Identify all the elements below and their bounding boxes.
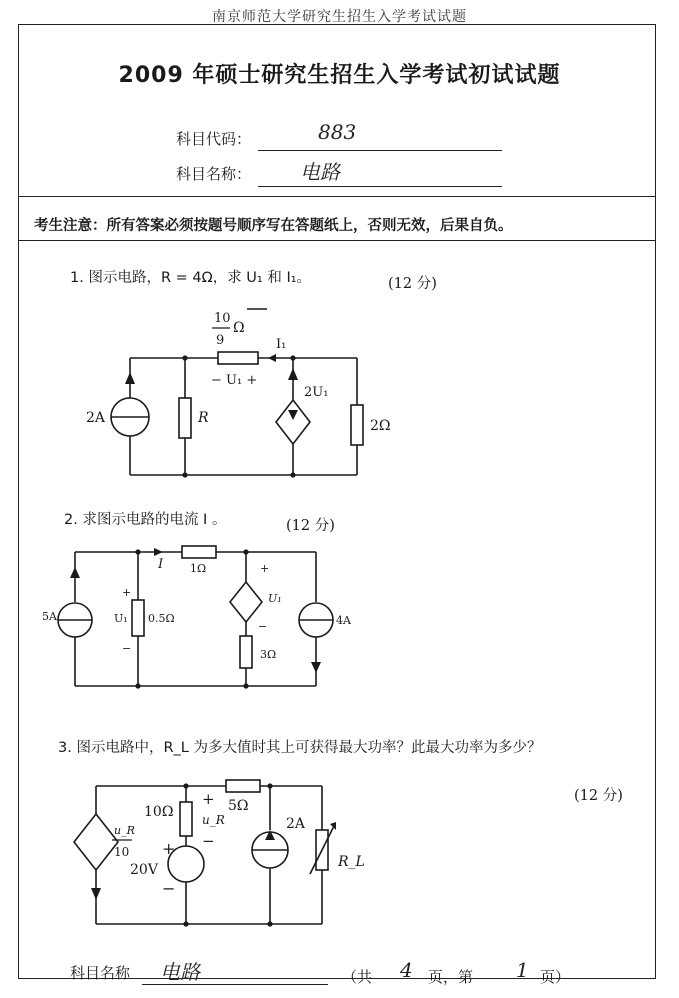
c3-dep-denominator: 10 (114, 845, 130, 859)
c3-voltage-ur: u_R (202, 813, 225, 827)
c1-current-i1: I₁ (276, 337, 287, 352)
c1-source-2a: 2A (86, 410, 106, 426)
subject-code-value: 883 (318, 120, 357, 144)
c2-plus: + (122, 586, 132, 599)
subject-code-underline (258, 150, 502, 151)
c3-load-rl: R_L (338, 854, 365, 870)
footer-name-value: 电路 (160, 960, 200, 984)
footer-total-post: 页，第 (428, 968, 474, 986)
c2-resistor-1ohm: 1Ω (190, 562, 207, 575)
footer-name-underline (142, 984, 328, 985)
c3-source-plus: + (162, 839, 176, 858)
c3-ur-minus: − (202, 832, 215, 850)
c1-resistor-r: R (198, 410, 209, 426)
circuit-1 (80, 300, 420, 490)
c2-source-5a: 5A (42, 610, 57, 623)
c1-voltage-u1: − U₁ + (211, 373, 258, 388)
c1-dependent-source: 2U₁ (304, 385, 329, 400)
subject-name-label: 科目名称： (176, 165, 252, 183)
c2-dependent-source: U₁ (268, 592, 282, 605)
c2-voltage-u1: U₁ (114, 612, 128, 625)
c3-dep-numerator: u_R (114, 824, 135, 837)
c2-resistor-05ohm: 0.5Ω (148, 612, 175, 625)
footer-total-pre: （共 (342, 968, 373, 986)
subject-name-underline (258, 186, 502, 187)
c1-frac-den: 9 (216, 333, 225, 348)
c2-dep-minus: − (258, 620, 268, 633)
c2-source-4a: 4A (336, 614, 351, 627)
c2-current-i: I (158, 557, 164, 572)
c1-frac-num: 10 (214, 311, 231, 326)
c3-source-2a: 2A (286, 816, 306, 832)
header-note: 南京师范大学研究生招生入学考试试题 (212, 9, 467, 25)
c3-resistor-10ohm: 10Ω (144, 804, 174, 820)
c1-resistor-2ohm: 2Ω (370, 418, 391, 434)
footer-page-number: 1 (516, 958, 529, 982)
divider-top (18, 196, 656, 197)
c3-ur-plus: + (202, 790, 215, 808)
circuit-2 (30, 540, 360, 700)
divider-bottom (18, 240, 656, 241)
question-1-points: (12 分) (388, 276, 437, 292)
c2-resistor-3ohm: 3Ω (260, 648, 277, 661)
question-3-text: 3. 图示电路中，R_L 为多大值时其上可获得最大功率？此最大功率为多少？ (58, 740, 542, 756)
question-2-points: (12 分) (286, 518, 335, 534)
footer-total-pages: 4 (400, 958, 413, 982)
circuit-3 (60, 770, 365, 940)
c3-source-20v: 20V (130, 862, 158, 878)
c1-frac-unit: Ω (233, 320, 245, 336)
c2-minus: − (122, 642, 132, 655)
page-title: 2009 年硕士研究生招生入学考试初试试题 (118, 63, 561, 88)
question-3-points: (12 分) (574, 788, 623, 804)
footer-name-label: 科目名称 (70, 964, 131, 982)
subject-name-value: 电路 (300, 160, 340, 184)
footer-page-post: 页） (540, 968, 571, 986)
c2-dep-plus: + (260, 562, 270, 575)
c3-source-minus: − (162, 879, 176, 898)
exam-notice: 考生注意：所有答案必须按题号顺序写在答题纸上，否则无效，后果自负。 (34, 218, 513, 234)
question-1-text: 1. 图示电路，R = 4Ω，求 U₁ 和 I₁。 (70, 270, 312, 286)
c3-resistor-5ohm: 5Ω (228, 798, 249, 814)
subject-code-label: 科目代码： (176, 130, 252, 148)
question-2-text: 2. 求图示电路的电流 I 。 (64, 512, 227, 528)
